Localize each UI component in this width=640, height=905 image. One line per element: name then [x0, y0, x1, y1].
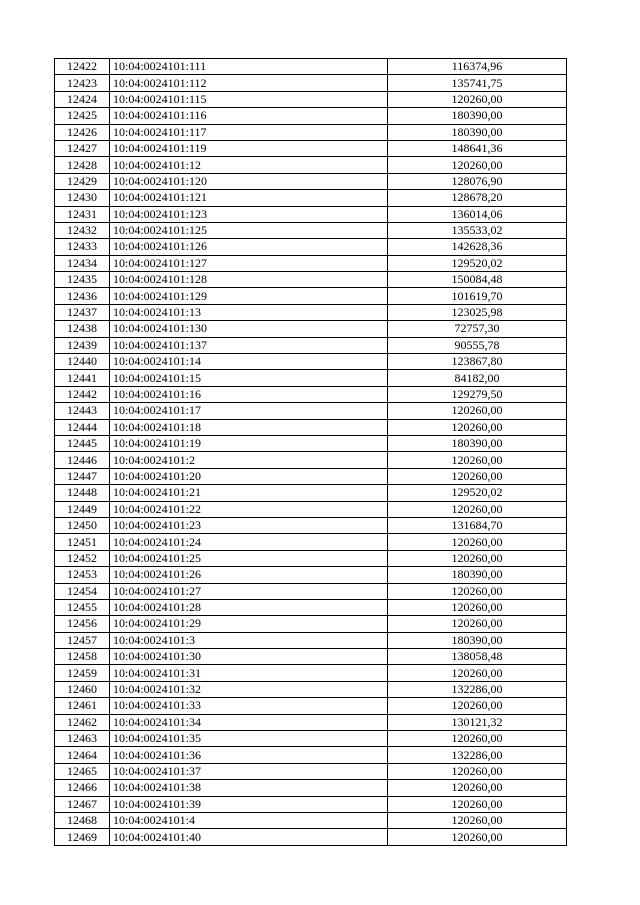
row-number-cell: 12455 [55, 599, 110, 615]
table-row [55, 485, 567, 501]
cadastral-value-cell: 120260,00 [388, 796, 567, 812]
table-row [55, 419, 567, 435]
cadastral-number-cell: 10:04:0024101:125 [110, 222, 388, 238]
cadastral-value-cell: 120260,00 [388, 403, 567, 419]
cadastral-number-cell: 10:04:0024101:115 [110, 91, 388, 107]
cadastral-number-cell: 10:04:0024101:126 [110, 239, 388, 255]
cadastral-number-cell: 10:04:0024101:19 [110, 435, 388, 451]
cadastral-number-cell: 10:04:0024101:17 [110, 403, 388, 419]
row-number-cell: 12459 [55, 665, 110, 681]
cadastral-number-cell: 10:04:0024101:38 [110, 780, 388, 796]
cadastral-number-cell: 10:04:0024101:112 [110, 75, 388, 91]
cadastral-number-cell: 10:04:0024101:2 [110, 452, 388, 468]
cadastral-value-cell: 120260,00 [388, 731, 567, 747]
cadastral-number-cell: 10:04:0024101:127 [110, 255, 388, 271]
row-number-cell: 12457 [55, 632, 110, 648]
row-number-cell: 12422 [55, 59, 110, 75]
row-number-cell: 12462 [55, 714, 110, 730]
table-row [55, 534, 567, 550]
cadastral-number-cell: 10:04:0024101:3 [110, 632, 388, 648]
row-number-cell: 12440 [55, 354, 110, 370]
table-row [55, 829, 567, 845]
row-number-cell: 12426 [55, 124, 110, 140]
cadastral-value-cell: 120260,00 [388, 501, 567, 517]
cadastral-number-cell: 10:04:0024101:29 [110, 616, 388, 632]
row-number-cell: 12430 [55, 190, 110, 206]
table-body [55, 59, 567, 846]
cadastral-value-cell: 120260,00 [388, 550, 567, 566]
cadastral-number-cell: 10:04:0024101:4 [110, 812, 388, 828]
cadastral-value-cell: 180390,00 [388, 632, 567, 648]
cadastral-number-cell: 10:04:0024101:25 [110, 550, 388, 566]
cadastral-value-table [54, 58, 567, 846]
cadastral-value-cell: 120260,00 [388, 583, 567, 599]
table-row [55, 288, 567, 304]
table-row [55, 255, 567, 271]
cadastral-number-cell: 10:04:0024101:37 [110, 763, 388, 779]
table-row [55, 501, 567, 517]
cadastral-value-cell: 129279,50 [388, 386, 567, 402]
row-number-cell: 12458 [55, 649, 110, 665]
cadastral-value-cell: 180390,00 [388, 435, 567, 451]
cadastral-number-cell: 10:04:0024101:119 [110, 140, 388, 156]
cadastral-value-cell: 123025,98 [388, 304, 567, 320]
cadastral-number-cell: 10:04:0024101:12 [110, 157, 388, 173]
row-number-cell: 12452 [55, 550, 110, 566]
row-number-cell: 12468 [55, 812, 110, 828]
cadastral-value-cell: 120260,00 [388, 468, 567, 484]
row-number-cell: 12447 [55, 468, 110, 484]
cadastral-number-cell: 10:04:0024101:18 [110, 419, 388, 435]
cadastral-value-cell: 150084,48 [388, 272, 567, 288]
cadastral-value-cell: 120260,00 [388, 829, 567, 845]
cadastral-number-cell: 10:04:0024101:116 [110, 108, 388, 124]
cadastral-value-cell: 120260,00 [388, 616, 567, 632]
row-number-cell: 12445 [55, 435, 110, 451]
cadastral-number-cell: 10:04:0024101:15 [110, 370, 388, 386]
cadastral-number-cell: 10:04:0024101:121 [110, 190, 388, 206]
cadastral-value-cell: 132286,00 [388, 681, 567, 697]
cadastral-value-cell: 180390,00 [388, 567, 567, 583]
row-number-cell: 12436 [55, 288, 110, 304]
cadastral-value-cell: 84182,00 [388, 370, 567, 386]
cadastral-value-cell: 148641,36 [388, 140, 567, 156]
cadastral-number-cell: 10:04:0024101:30 [110, 649, 388, 665]
cadastral-number-cell: 10:04:0024101:39 [110, 796, 388, 812]
table-row [55, 731, 567, 747]
row-number-cell: 12456 [55, 616, 110, 632]
table-row [55, 812, 567, 828]
row-number-cell: 12434 [55, 255, 110, 271]
table-row [55, 649, 567, 665]
row-number-cell: 12467 [55, 796, 110, 812]
cadastral-value-cell: 138058,48 [388, 649, 567, 665]
row-number-cell: 12427 [55, 140, 110, 156]
cadastral-value-cell: 131684,70 [388, 517, 567, 533]
cadastral-number-cell: 10:04:0024101:13 [110, 304, 388, 320]
row-number-cell: 12437 [55, 304, 110, 320]
table-row [55, 386, 567, 402]
table-row [55, 435, 567, 451]
cadastral-value-cell: 90555,78 [388, 337, 567, 353]
table-row [55, 321, 567, 337]
cadastral-value-cell: 128678,20 [388, 190, 567, 206]
row-number-cell: 12450 [55, 517, 110, 533]
table-row [55, 567, 567, 583]
row-number-cell: 12424 [55, 91, 110, 107]
cadastral-value-cell: 123867,80 [388, 354, 567, 370]
table-row [55, 796, 567, 812]
cadastral-value-cell: 120260,00 [388, 698, 567, 714]
cadastral-number-cell: 10:04:0024101:20 [110, 468, 388, 484]
cadastral-number-cell: 10:04:0024101:16 [110, 386, 388, 402]
cadastral-number-cell: 10:04:0024101:117 [110, 124, 388, 140]
cadastral-value-cell: 120260,00 [388, 812, 567, 828]
row-number-cell: 12444 [55, 419, 110, 435]
cadastral-value-cell: 132286,00 [388, 747, 567, 763]
cadastral-value-cell: 128076,90 [388, 173, 567, 189]
row-number-cell: 12435 [55, 272, 110, 288]
table-row [55, 698, 567, 714]
cadastral-value-cell: 120260,00 [388, 599, 567, 615]
row-number-cell: 12439 [55, 337, 110, 353]
cadastral-number-cell: 10:04:0024101:24 [110, 534, 388, 550]
cadastral-value-cell: 120260,00 [388, 763, 567, 779]
row-number-cell: 12449 [55, 501, 110, 517]
row-number-cell: 12460 [55, 681, 110, 697]
row-number-cell: 12429 [55, 173, 110, 189]
table-row [55, 403, 567, 419]
table-row [55, 157, 567, 173]
table-row [55, 681, 567, 697]
cadastral-value-cell: 120260,00 [388, 534, 567, 550]
table-row [55, 583, 567, 599]
table-row [55, 91, 567, 107]
cadastral-value-cell: 116374,96 [388, 59, 567, 75]
row-number-cell: 12453 [55, 567, 110, 583]
row-number-cell: 12428 [55, 157, 110, 173]
row-number-cell: 12423 [55, 75, 110, 91]
cadastral-number-cell: 10:04:0024101:36 [110, 747, 388, 763]
cadastral-number-cell: 10:04:0024101:23 [110, 517, 388, 533]
cadastral-number-cell: 10:04:0024101:33 [110, 698, 388, 714]
row-number-cell: 12432 [55, 222, 110, 238]
table-row [55, 222, 567, 238]
row-number-cell: 12438 [55, 321, 110, 337]
row-number-cell: 12466 [55, 780, 110, 796]
cadastral-value-cell: 120260,00 [388, 665, 567, 681]
table-row [55, 632, 567, 648]
cadastral-number-cell: 10:04:0024101:27 [110, 583, 388, 599]
row-number-cell: 12465 [55, 763, 110, 779]
cadastral-number-cell: 10:04:0024101:14 [110, 354, 388, 370]
cadastral-value-cell: 72757,30 [388, 321, 567, 337]
row-number-cell: 12425 [55, 108, 110, 124]
table-row [55, 452, 567, 468]
row-number-cell: 12448 [55, 485, 110, 501]
cadastral-number-cell: 10:04:0024101:120 [110, 173, 388, 189]
table-row [55, 190, 567, 206]
cadastral-value-cell: 120260,00 [388, 91, 567, 107]
table-row [55, 599, 567, 615]
document-page [54, 58, 566, 846]
table-row [55, 206, 567, 222]
row-number-cell: 12442 [55, 386, 110, 402]
table-row [55, 354, 567, 370]
cadastral-number-cell: 10:04:0024101:34 [110, 714, 388, 730]
table-row [55, 272, 567, 288]
table-row [55, 763, 567, 779]
table-row [55, 550, 567, 566]
table-row [55, 304, 567, 320]
row-number-cell: 12463 [55, 731, 110, 747]
cadastral-value-cell: 129520,02 [388, 485, 567, 501]
row-number-cell: 12454 [55, 583, 110, 599]
cadastral-value-cell: 135533,02 [388, 222, 567, 238]
table-row [55, 747, 567, 763]
cadastral-value-cell: 120260,00 [388, 157, 567, 173]
row-number-cell: 12461 [55, 698, 110, 714]
table-row [55, 140, 567, 156]
table-row [55, 124, 567, 140]
table-row [55, 714, 567, 730]
row-number-cell: 12464 [55, 747, 110, 763]
table-row [55, 75, 567, 91]
cadastral-number-cell: 10:04:0024101:31 [110, 665, 388, 681]
cadastral-number-cell: 10:04:0024101:40 [110, 829, 388, 845]
cadastral-number-cell: 10:04:0024101:130 [110, 321, 388, 337]
row-number-cell: 12446 [55, 452, 110, 468]
cadastral-value-cell: 129520,02 [388, 255, 567, 271]
cadastral-number-cell: 10:04:0024101:111 [110, 59, 388, 75]
row-number-cell: 12443 [55, 403, 110, 419]
cadastral-number-cell: 10:04:0024101:22 [110, 501, 388, 517]
cadastral-number-cell: 10:04:0024101:128 [110, 272, 388, 288]
cadastral-value-cell: 180390,00 [388, 124, 567, 140]
table-row [55, 370, 567, 386]
table-row [55, 337, 567, 353]
table-row [55, 665, 567, 681]
row-number-cell: 12441 [55, 370, 110, 386]
row-number-cell: 12431 [55, 206, 110, 222]
cadastral-number-cell: 10:04:0024101:137 [110, 337, 388, 353]
cadastral-number-cell: 10:04:0024101:28 [110, 599, 388, 615]
cadastral-value-cell: 101619,70 [388, 288, 567, 304]
table-row [55, 468, 567, 484]
row-number-cell: 12433 [55, 239, 110, 255]
table-row [55, 517, 567, 533]
cadastral-number-cell: 10:04:0024101:123 [110, 206, 388, 222]
cadastral-value-cell: 136014,06 [388, 206, 567, 222]
row-number-cell: 12451 [55, 534, 110, 550]
cadastral-value-cell: 120260,00 [388, 419, 567, 435]
table-row [55, 239, 567, 255]
table-row [55, 173, 567, 189]
row-number-cell: 12469 [55, 829, 110, 845]
cadastral-value-cell: 120260,00 [388, 780, 567, 796]
cadastral-value-cell: 142628,36 [388, 239, 567, 255]
table-row [55, 108, 567, 124]
cadastral-value-cell: 130121,32 [388, 714, 567, 730]
cadastral-number-cell: 10:04:0024101:26 [110, 567, 388, 583]
cadastral-value-cell: 135741,75 [388, 75, 567, 91]
cadastral-number-cell: 10:04:0024101:32 [110, 681, 388, 697]
cadastral-value-cell: 120260,00 [388, 452, 567, 468]
table-row [55, 616, 567, 632]
table-row [55, 780, 567, 796]
cadastral-number-cell: 10:04:0024101:129 [110, 288, 388, 304]
cadastral-number-cell: 10:04:0024101:35 [110, 731, 388, 747]
cadastral-value-cell: 180390,00 [388, 108, 567, 124]
table-row [55, 59, 567, 75]
cadastral-number-cell: 10:04:0024101:21 [110, 485, 388, 501]
